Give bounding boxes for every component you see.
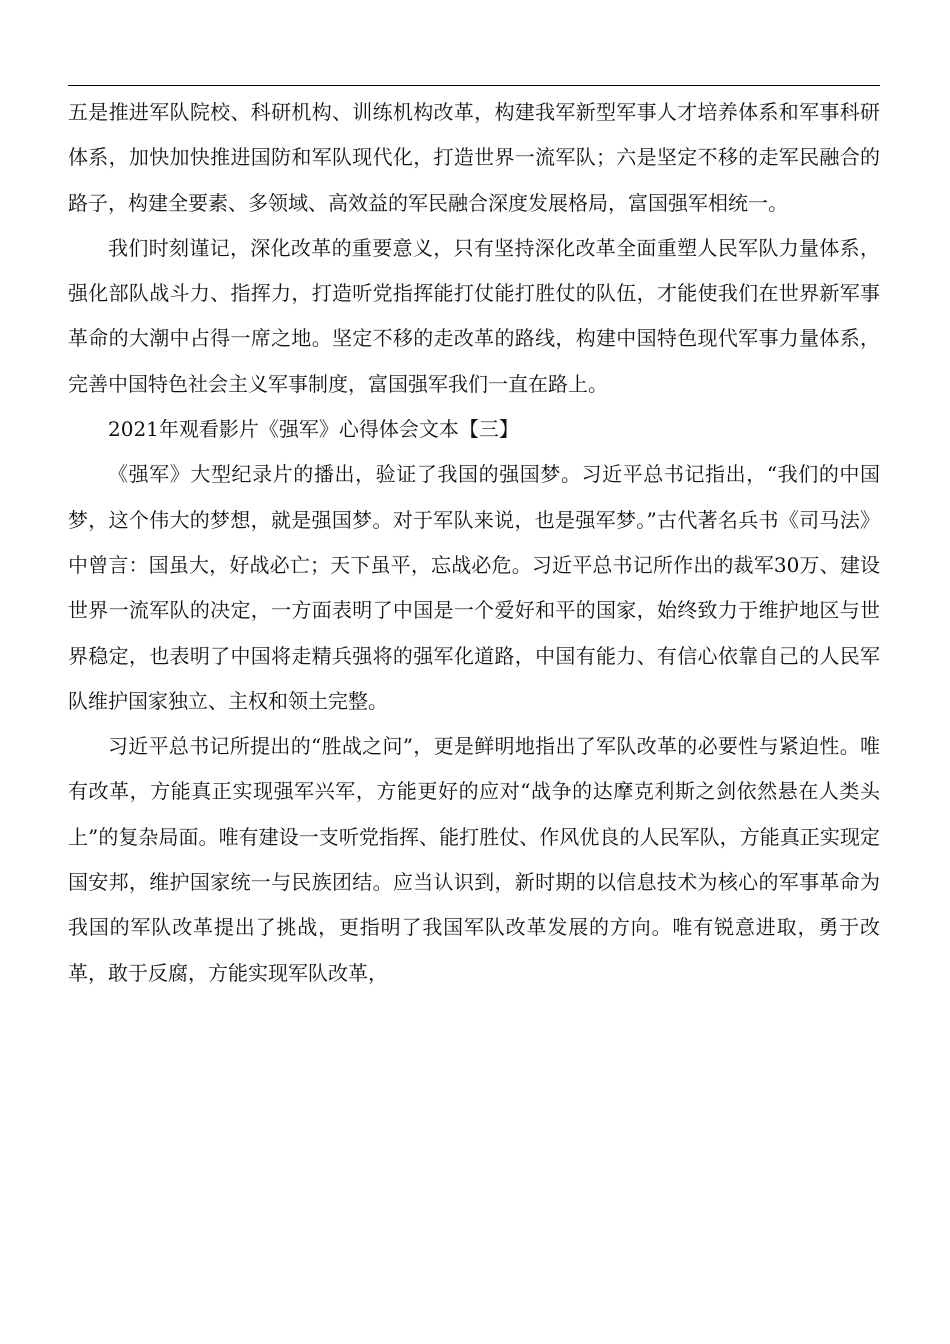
paragraph-victory-question: 习近平总书记所提出的“胜战之问”，更是鲜明地指出了军队改革的必要性与紧迫性。唯有改革，方能真正实现强军兴军，方能更好的应对“战争的达摩克利斯之剑依然悬在人类头上”的复杂局面。唯有建设一支听党指挥、能打胜仗、作风优良的人民军队，方能真正实现定国安邦，维护国家统一与民族团结。应当认识到，新时期的以信息技术为核心的军事革命为我国的军队改革提出了挑战，更指明了我国军队改革发展的方向。唯有锐意进取，勇于改革，敢于反腐，方能实现军队改革， — [68, 734, 880, 985]
header-rule — [68, 85, 880, 86]
paragraph-reform-significance: 我们时刻谨记，深化改革的重要意义，只有坚持深化改革全面重塑人民军队力量体系，强化部队战斗力、指挥力，打造听党指挥能打仗能打胜仗的队伍，才能使我们在世界新军事革命的大潮中占得一席之地。坚定不移的走改革的路线，构建中国特色现代军事力量体系，完善中国特色社会主义军事制度，富国强军我们一直在路上。 — [68, 235, 880, 396]
paragraph-documentary: 《强军》大型纪录片的播出，验证了我国的强国梦。习近平总书记指出，“我们的中国梦，这个伟大的梦想，就是强国梦。对于军队来说，也是强军梦。”古代著名兵书《司马法》中曾言：国虽大，好战必亡；天下虽平，忘战必危。习近平总书记所作出的裁军30万、建设世界一流军队的决定，一方面表明了中国是一个爱好和平的国家，始终致力于维护地区与世界稳定，也表明了中国将走精兵强将的强军化道路，中国有能力、有信心依靠自己的人民军队维护国家独立、主权和领土完整。 — [68, 462, 880, 713]
section-heading: 2021年观看影片《强军》心得体会文本【三】 — [108, 417, 519, 442]
document-body — [68, 90, 880, 996]
paragraph-continuation: 五是推进军队院校、科研机构、训练机构改革，构建我军新型军事人才培养体系和军事科研体系，加快加快推进国防和军队现代化，打造世界一流军队；六是坚定不移的走军民融合的路子，构建全要素、多领域、高效益的军民融合深度发展格局，富国强军相统一。 — [68, 100, 880, 215]
